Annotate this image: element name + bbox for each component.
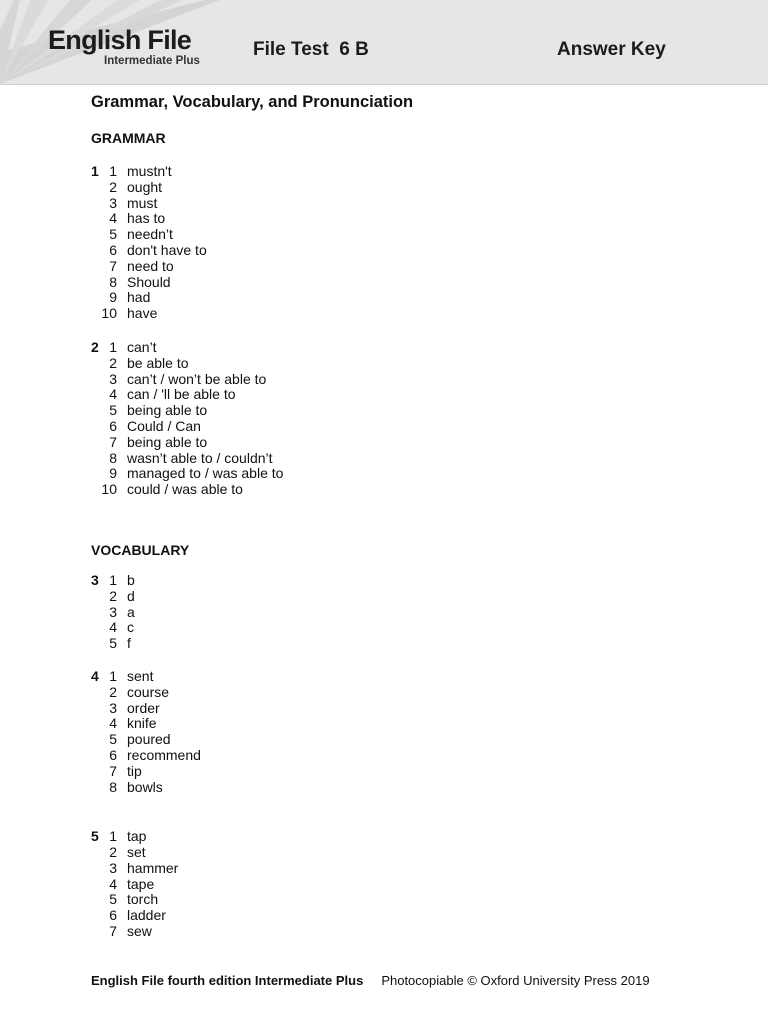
answer-row	[91, 306, 711, 322]
exercise-5	[91, 829, 711, 940]
answer-row	[91, 211, 711, 227]
answer-row	[91, 466, 711, 482]
vocabulary-heading: VOCABULARY	[91, 541, 190, 558]
item-number: 7	[109, 923, 117, 940]
file-test-title: File Test 6 B	[253, 39, 369, 60]
answer-text: tip	[127, 762, 142, 779]
answer-text: could / was able to	[127, 481, 243, 498]
item-number: 4	[109, 875, 117, 892]
answer-row	[91, 387, 711, 403]
exercise-1	[91, 164, 711, 322]
answer-text: have	[127, 305, 158, 322]
answer-row	[91, 290, 711, 306]
answer-row	[91, 877, 711, 893]
answer-row	[91, 435, 711, 451]
exercise-number: 2	[91, 338, 99, 355]
item-number: 1	[109, 828, 117, 845]
item-number: 9	[109, 465, 117, 482]
grammar-heading: GRAMMAR	[91, 130, 166, 146]
page-header	[0, 0, 768, 85]
answer-text: poured	[127, 731, 171, 748]
answer-text: a	[127, 603, 135, 620]
answer-row	[91, 227, 711, 243]
answer-text: sew	[127, 923, 152, 940]
item-number: 9	[109, 289, 117, 306]
answer-text: d	[127, 587, 135, 604]
item-number: 1	[109, 338, 117, 355]
answer-row	[91, 243, 711, 259]
answer-row	[91, 403, 711, 419]
answer-text: f	[127, 635, 131, 652]
answer-row	[91, 196, 711, 212]
answer-text: had	[127, 289, 151, 306]
main-heading: Grammar, Vocabulary, and Pronunciation	[91, 93, 414, 111]
answer-text: order	[127, 699, 160, 716]
answer-text: sent	[127, 667, 154, 684]
answer-text: must	[127, 194, 158, 211]
exercise-number: 4	[91, 667, 99, 684]
answer-row	[91, 275, 711, 291]
answer-text: can’t	[127, 338, 157, 355]
item-number: 8	[109, 778, 117, 795]
answer-row	[91, 419, 711, 435]
answer-text: Should	[127, 273, 171, 290]
answer-row	[91, 372, 711, 388]
answer-text: can’t / won’t be able to	[127, 370, 267, 387]
item-number: 1	[109, 163, 117, 179]
answer-text: be able to	[127, 354, 189, 371]
answer-key-title: Answer Key	[557, 39, 666, 60]
answer-row	[91, 829, 711, 845]
answer-text: being able to	[127, 433, 208, 450]
item-number: 3	[109, 370, 117, 387]
answer-text: can / 'll be able to	[127, 386, 236, 403]
exercise-2	[91, 340, 711, 498]
answer-text: bowls	[127, 778, 163, 795]
answer-text: set	[127, 844, 146, 861]
answer-key-content	[91, 92, 711, 940]
answer-row	[91, 780, 711, 796]
item-number: 3	[109, 194, 117, 211]
item-number: 8	[109, 449, 117, 466]
item-number: 7	[109, 762, 117, 779]
item-number: 4	[109, 619, 117, 636]
answer-text: ladder	[127, 907, 166, 924]
item-number: 7	[109, 257, 117, 274]
item-number: 5	[109, 226, 117, 243]
item-number: 6	[109, 907, 117, 924]
item-number: 10	[101, 481, 117, 498]
answer-text: knife	[127, 715, 157, 732]
item-number: 4	[109, 715, 117, 732]
item-number: 2	[109, 354, 117, 371]
answer-row	[91, 620, 711, 636]
item-number: 5	[109, 635, 117, 652]
item-number: 4	[109, 210, 117, 227]
answer-text: Could / Can	[127, 417, 201, 434]
answer-row	[91, 716, 711, 732]
item-number: 5	[109, 402, 117, 419]
answer-row	[91, 482, 711, 498]
exercise-4	[91, 669, 711, 795]
item-number: 3	[109, 699, 117, 716]
answer-text: hammer	[127, 859, 179, 876]
item-number: 5	[109, 731, 117, 748]
exercise-number: 5	[91, 828, 99, 845]
answer-text: has to	[127, 210, 166, 227]
answer-row	[91, 180, 711, 196]
answer-row	[91, 732, 711, 748]
answer-row	[91, 164, 711, 180]
answer-text: need to	[127, 257, 174, 274]
answer-text: needn’t	[127, 226, 173, 243]
logo-subtitle: Intermediate Plus	[104, 55, 200, 67]
exercise-number: 3	[91, 571, 99, 588]
answer-row	[91, 845, 711, 861]
answer-row	[91, 636, 711, 652]
item-number: 8	[109, 273, 117, 290]
answer-row	[91, 589, 711, 605]
exercise-number: 1	[91, 163, 99, 179]
item-number: 4	[109, 386, 117, 403]
item-number: 2	[109, 683, 117, 700]
item-number: 2	[109, 178, 117, 195]
answer-row	[91, 669, 711, 685]
item-number: 3	[109, 603, 117, 620]
item-number: 6	[109, 241, 117, 258]
item-number: 2	[109, 587, 117, 604]
answer-text: managed to / was able to	[127, 465, 284, 482]
item-number: 1	[109, 667, 117, 684]
footer-edition: English File fourth edition Intermediate Plus	[91, 973, 364, 988]
answer-row	[91, 259, 711, 275]
answer-text: ought	[127, 178, 163, 195]
logo-title: English File	[48, 25, 192, 55]
answer-row	[91, 701, 711, 717]
answer-row	[91, 356, 711, 372]
answer-text: tape	[127, 875, 155, 892]
answer-row	[91, 605, 711, 621]
answer-row	[91, 748, 711, 764]
item-number: 10	[101, 305, 117, 322]
answer-text: tap	[127, 828, 147, 845]
item-number: 1	[109, 571, 117, 588]
answer-row	[91, 685, 711, 701]
item-number: 7	[109, 433, 117, 450]
answer-text: being able to	[127, 402, 208, 419]
answer-row	[91, 340, 711, 356]
answer-text: c	[127, 619, 134, 636]
footer-copyright: Photocopiable © Oxford University Press 2019	[381, 973, 650, 988]
answer-row	[91, 764, 711, 780]
answer-row	[91, 451, 711, 467]
answer-row	[91, 861, 711, 877]
answer-text: course	[127, 683, 170, 700]
answer-row	[91, 924, 711, 940]
exercise-3	[91, 573, 711, 652]
answer-text: don't have to	[127, 241, 207, 258]
answer-text: torch	[127, 891, 159, 908]
answer-text: wasn’t able to / couldn’t	[127, 449, 273, 466]
answer-row	[91, 908, 711, 924]
item-number: 6	[109, 417, 117, 434]
answer-text: b	[127, 571, 135, 588]
item-number: 3	[109, 859, 117, 876]
item-number: 6	[109, 746, 117, 763]
answer-row	[91, 892, 711, 908]
answer-row	[91, 573, 711, 589]
answer-text: recommend	[127, 746, 201, 763]
page-footer	[91, 973, 650, 989]
item-number: 2	[109, 844, 117, 861]
answer-text: mustn't	[127, 163, 172, 179]
item-number: 5	[109, 891, 117, 908]
